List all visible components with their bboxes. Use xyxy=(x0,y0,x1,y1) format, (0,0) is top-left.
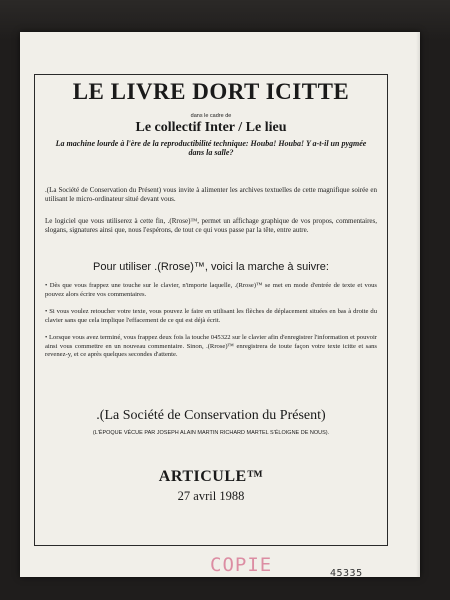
document-frame xyxy=(34,74,388,546)
document-subtitle: Le collectif Inter / Le lieu xyxy=(135,120,287,135)
context-note: dans le cadre de xyxy=(190,113,232,119)
instruction-item: • Lorsque vous avez terminé, vous frappez deux fois la touche 045322 sur le clavier afin d'enregistrer l'information et pouvoir ainsi vous commettre en un nouveau commentaire. Sinon, .(Rrose)™ enregistrera de toute façon votre texte icitte et sans revenez-y, et ce après quelques secondes d'attente. xyxy=(45,334,377,359)
society-name: .(La Société de Conservation du Présent) xyxy=(96,408,326,423)
instruction-item: • Dès que vous frappez une touche sur le clavier, n'importe laquelle, .(Rrose)™ se met en mode d'entrée de texte et vous pouvez alors écrire vos commentaires. xyxy=(45,282,377,298)
serial-number: 45335 xyxy=(330,568,363,579)
paper-sheet xyxy=(20,32,420,577)
intro-paragraph: .(La Société de Conservation du Présent) vous invite à alimenter les archives textuelles de cette magnifique soirée en utilisant le micro-ordinateur situé devant vous. xyxy=(45,186,377,203)
copie-stamp: COPIE xyxy=(210,554,273,576)
software-paragraph: Le logiciel que vous utiliserez à cette fin, .(Rrose)™, permet un affichage graphique de vos propos, commentaires, slogans, signatures ainsi que, nous l'espérons, de tout ce qui vous passe par la tête, entre autre. xyxy=(45,217,377,234)
instructions-heading: Pour utiliser .(Rrose)™, voici la marche à suivre: xyxy=(93,261,329,273)
document-title: LE LIVRE DORT ICITTE xyxy=(72,79,350,104)
epoque-note: (L'ÉPOQUE VÉCUE PAR JOSEPH ALAIN MARTIN RICHARD MARTEL S'ÉLOIGNE DE NOUS). xyxy=(92,430,330,436)
document-date: 27 avril 1988 xyxy=(177,489,245,503)
instruction-item: • Si vous voulez retoucher votre texte, vous pouvez le faire en utilisant les flèches de déplacement situées en bas à droite du clavier sans que cela implique l'effacement de ce qui est déjà écrit. xyxy=(45,308,377,324)
article-heading: ARTICULE™ xyxy=(158,468,264,485)
document-tagline: La machine lourde à l'ère de la reproductibilité technique: Houba! Houba! Y a-t-il un pygmée dans la salle? xyxy=(55,139,367,157)
